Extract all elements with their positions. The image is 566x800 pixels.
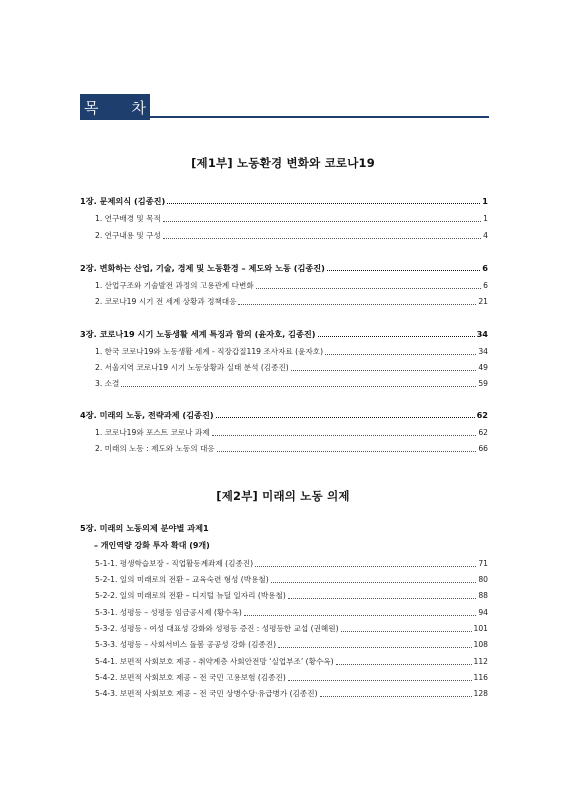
item-label: 2. 미래의 노동 : 제도와 노동의 대응 <box>95 444 215 453</box>
leader-dots <box>288 591 477 599</box>
leader-dots <box>318 329 475 337</box>
leader-dots <box>244 608 476 616</box>
item-page: 6 <box>483 281 488 290</box>
toc-item[interactable] <box>95 624 488 634</box>
chapter-label: 2장. 변화하는 산업, 기술, 경제 및 노동환경 – 제도와 노동 (김종진) <box>80 263 325 273</box>
chapter-label: 5장. 미래의 노동의제 분야별 과제1 <box>80 523 209 533</box>
toc-header-rule <box>150 116 489 118</box>
toc-item[interactable] <box>95 347 488 357</box>
item-label: 5-3-1. 성평등 – 성평등 임금공시제 (황수옥) <box>95 608 242 617</box>
item-page: 1 <box>483 214 488 223</box>
item-label: 5-4-3. 보편적 사회보호 제공 – 전 국민 상병수당·유급병가 (김종진) <box>95 689 318 698</box>
toc-item[interactable] <box>95 214 488 224</box>
toc-chapter-3[interactable] <box>80 329 488 339</box>
toc-chapter-2[interactable] <box>80 263 488 273</box>
item-label: 1. 코로나19와 포스트 코로나 과제 <box>95 428 210 437</box>
toc-item[interactable] <box>95 559 488 569</box>
leader-dots <box>216 410 475 418</box>
item-page: 71 <box>478 559 488 568</box>
item-label: 1. 한국 코로나19와 노동생활 세계 - 직장갑질119 조사자료 (윤자호) <box>95 347 324 356</box>
toc-item[interactable] <box>95 297 488 307</box>
chapter-page: 62 <box>476 410 488 420</box>
toc-title-box <box>80 94 150 120</box>
chapter-label: 4장. 미래의 노동, 전략과제 (김종진) <box>80 410 214 420</box>
toc-item[interactable] <box>95 689 488 699</box>
leader-dots <box>327 263 480 271</box>
leader-dots <box>325 347 476 355</box>
item-page: 94 <box>478 608 488 617</box>
item-page: 128 <box>473 689 488 698</box>
item-page: 34 <box>478 347 488 356</box>
toc-item[interactable] <box>95 444 488 454</box>
item-label: 2. 서울지역 코로나19 시기 노동상황과 실태 분석 (김종진) <box>95 363 289 372</box>
toc-item[interactable] <box>95 673 488 683</box>
part2-title: [제2부] 미래의 노동 의제 <box>216 489 350 503</box>
item-page: 49 <box>478 363 488 372</box>
leader-dots <box>336 657 472 665</box>
item-label: 2. 연구내용 및 구성 <box>95 231 161 240</box>
item-label: 5-3-2. 성평등 - 여성 대표성 강화와 성평등 증진 : 성평등한 교섭 (권혜원) <box>95 624 339 633</box>
leader-dots <box>255 559 476 567</box>
leader-dots <box>212 428 477 436</box>
item-page: 116 <box>473 673 488 682</box>
toc-item[interactable] <box>95 608 488 618</box>
chapter-label: 1장. 문제의식 (김종진) <box>80 196 166 206</box>
toc-item[interactable] <box>95 657 488 667</box>
chapter-page: 34 <box>476 329 488 339</box>
item-page: 4 <box>483 231 488 240</box>
item-page: 62 <box>478 428 488 437</box>
item-label: 5-3-3. 성평등 – 사회서비스 돌봄 공공성 강화 (김종진) <box>95 640 277 649</box>
leader-dots <box>163 231 481 239</box>
toc-item[interactable] <box>95 231 488 241</box>
leader-dots <box>238 297 476 305</box>
item-label: 5-1-1. 평생학습보장 - 직업활동계좌제 (김종진) <box>95 559 254 568</box>
toc-item[interactable] <box>95 591 488 601</box>
leader-dots <box>288 673 472 681</box>
toc-chapter-5[interactable] <box>80 523 488 533</box>
item-label: 2. 코로나19 시기 전 세계 상황과 정책대응 <box>95 297 237 306</box>
subsection-label: – 개인역량 강화 투자 확대 (9개) <box>94 541 210 550</box>
leader-dots <box>217 444 477 452</box>
leader-dots <box>256 281 481 289</box>
leader-dots <box>167 196 480 204</box>
item-page: 112 <box>473 657 488 666</box>
chapter-page: 6 <box>482 263 488 273</box>
toc-title-char-1: 목 <box>84 98 99 117</box>
toc-item[interactable] <box>95 428 488 438</box>
item-label: 1. 산업구조와 기술발전 과정의 고용관계 다변화 <box>95 281 254 290</box>
leader-dots <box>271 575 477 583</box>
item-page: 59 <box>478 379 488 388</box>
toc-header <box>80 94 489 120</box>
toc-item[interactable] <box>95 640 488 650</box>
item-page: 66 <box>478 444 488 453</box>
item-page: 21 <box>478 297 488 306</box>
item-page: 88 <box>478 591 488 600</box>
toc-item[interactable] <box>95 379 488 389</box>
item-page: 80 <box>478 575 488 584</box>
toc-title-char-2: 차 <box>131 98 146 117</box>
toc-subsection <box>94 541 488 551</box>
toc-chapter-1[interactable] <box>80 196 488 206</box>
item-label: 5-4-2. 보편적 사회보호 제공 – 전 국민 고용보험 (김종진) <box>95 673 286 682</box>
item-page: 101 <box>473 624 488 633</box>
item-label: 3. 소결 <box>95 379 120 388</box>
item-label: 5-2-1. 일의 미래로의 전환 – 교육숙련 형성 (박용철) <box>95 575 269 584</box>
item-page: 108 <box>473 640 488 649</box>
item-label: 5-4-1. 보편적 사회보호 제공 - 취약계층 사회안전망 ‘실업부조’ (황수옥) <box>95 657 334 666</box>
leader-dots <box>291 363 477 371</box>
toc-chapter-4[interactable] <box>80 410 488 420</box>
leader-dots <box>278 640 471 648</box>
leader-dots <box>121 379 476 387</box>
toc-item[interactable] <box>95 575 488 585</box>
leader-dots <box>163 214 481 222</box>
chapter-label: 3장. 코로나19 시기 노동생활 세계 특징과 함의 (윤자호, 김종진) <box>80 329 316 339</box>
part1-title: [제1부] 노동환경 변화와 코로나19 <box>191 156 375 170</box>
toc-item[interactable] <box>95 363 488 373</box>
leader-dots <box>320 689 472 697</box>
item-label: 1. 연구배경 및 목적 <box>95 214 161 223</box>
item-label: 5-2-2. 일의 미래로의 전환 – 디지털 뉴딜 일자리 (박용철) <box>95 591 286 600</box>
chapter-page: 1 <box>482 196 488 206</box>
toc-item[interactable] <box>95 281 488 291</box>
leader-dots <box>341 624 472 632</box>
